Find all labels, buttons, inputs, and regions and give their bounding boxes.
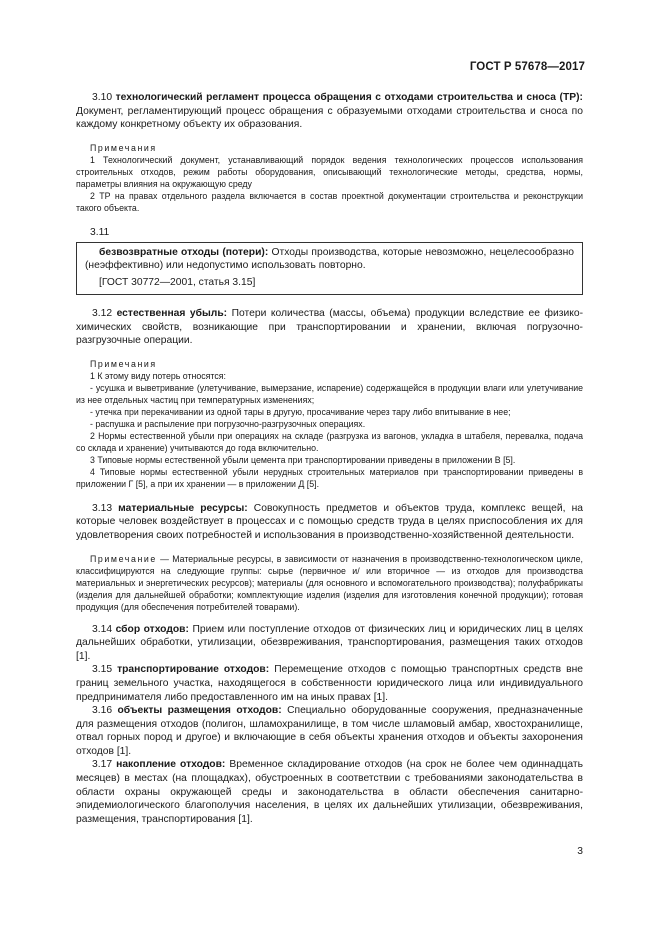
source-reference: [ГОСТ 30772—2001, статья 3.15] [99,276,256,288]
page-number: 3 [577,846,583,857]
note-heading: Примечание [90,553,157,564]
term-title: транспортирование отходов: [117,664,270,676]
term-3-15: 3.15 транспортирование отходов: Перемещение отходов с помощью транспортных средств вне границ земельного участка, находящегося в собственности юридического лица или индивидуального предпринимателя либо предоставленного им на иных правах [1]. [76,664,583,703]
note: Примечание — Материальные ресурсы, в зависимости от назначения в производственно-технологическом цикле, классифицируются на следующие группы: сырье (первичное и/ или вторичное — из отходов для производства материальных и энергетических ресурсов); материалы (для основного и вспомогательного производства); полуфабрикаты (изделия для дальнейшей обработки; комплектующие изделия (изделия для изготовления конечной продукции); готовая продукция (для обеспечения потребителей товарами). [76,553,583,612]
term-3-13: 3.13 материальные ресурсы: Совокупность предметов и объектов труда, комплекс вещей, на которые человек воздействует в процессах и с помощью средств труда в целях приспособления их для удовлетворения своих потребностей и использования в производственно-хозяйственной деятельности. [76,502,583,541]
term-3-17: 3.17 накопление отходов: Временное складирование отходов (на срок не более чем одиннадцать месяцев) в местах (на площадках), обустроенных в соответствии с требованиями законодательства в области охраны окружающей среды и законодательства в области обеспечения санитарно-эпидемиологического благополучия населения, в целях их дальнейших утилизации, обезвреживания, размещения, транспортирования [1]. [76,759,583,825]
document-code: ГОСТ Р 57678—2017 [469,61,585,73]
term-definition: Документ, регламентирующий процесс обращения с образуемыми отходами строительства и сноса по каждому конкретному объекту их образования. [76,105,583,131]
term-title: объекты размещения отходов: [117,705,282,717]
term-definition: Прием или поступление отходов от физических лиц и юридических лиц в целях дальнейших обработки, утилизации, обезвреживания, транспортирования, размещения таких отходов [1]. [76,623,583,662]
quoted-term-box [76,242,583,295]
term-definition: Совокупность предметов и объектов труда, комплекс вещей, на которые человек воздействует в процессах и с помощью средств труда в целях приспособления их для удовлетворения своих потребностей и использования в производственно-хозяйственной деятельности. [76,502,583,541]
term-title: технологический регламент процесса обращения с отходами строительства и сноса (ТР): [115,92,583,103]
term-definition: Отходы производства, которые невозможно, нецелесообразно (неэффективно) или недопустимо использовать повторно. [85,246,574,272]
term-definition: Специально оборудованные сооружения, предназначенные для размещения отходов (полигон, шламохранилище, в том числе шламовый амбар, хвостохранилище, отвал горных пород и другое) и включающие в себя объекты хранения отходов и объекты захоронения отходов [1]. [76,705,583,757]
term-3-10: 3.10 технологический регламент процесса обращения с отходами строительства и сноса (ТР): Документ, регламентирующий процесс обращения с образуемыми отходами строительства и сноса по каждому конкретному объекту их образования. [76,92,583,131]
term-definition: Временное складирование отходов (на срок не более чем одиннадцать месяцев) в местах (на площадках), обустроенных в соответствии с требованиями законодательства в области охраны окружающей среды и законодательства в области обеспечения санитарно-эпидемиологического благополучия населения, в целях их дальнейших утилизации, обезвреживания, размещения, транспортирования [1]. [76,759,583,825]
term-title: материальные ресурсы: [118,502,248,514]
note: 1 К этому виду потерь относятся: [90,370,226,381]
term-title: сбор отходов: [115,623,189,635]
note-bullet: - усушка и выветривание (улетучивание, вымерзание, испарение) содержащейся в продукции влаги или улетучивание из нее отдельных частиц при температурных изменениях; [76,382,583,405]
document-body [76,91,583,826]
term-3-11 [85,246,574,273]
notes-heading: Примечания [90,358,157,369]
note: 1 Технологический документ, устанавливающий порядок ведения технологических процессов использования строительных отходов, режим работы оборудования, описывающий технологические методы, средства, нормы, параметры влияния на окружающую среду [76,154,583,189]
term-3-12: 3.12 естественная убыль: Потери количества (массы, объема) продукции вследствие ее физико-химических свойств, возникающие при транспортировании и хранении, включая погрузочно-разгрузочные операции. [76,307,584,347]
term-title: безвозвратные отходы (потери): [99,246,269,258]
term-definition: Перемещение отходов с помощью транспортных средств вне границ земельного участка, находящегося в собственности юридического лица или индивидуального предпринимателя либо предоставленного им на иных правах [1]. [76,664,583,703]
term-3-16: 3.16 объекты размещения отходов: Специально оборудованные сооружения, предназначенные для размещения отходов (полигон, шламохранилище, в том числе шламовый амбар, хвостохранилище, отвал горных пород и другое) и включающие в себя объекты хранения отходов и объекты захоронения отходов [1]. [76,705,583,757]
note: 4 Типовые нормы естественной убыли нерудных строительных материалов при транспортировании приведены в приложении Г [5], а при их хранении — в приложении Д [5]. [76,466,583,489]
notes-heading: Примечания [90,142,157,153]
note: 3 Типовые нормы естественной убыли цемента при транспортировании приведены в приложении В [5]. [90,454,516,465]
note-bullet: - распушка и распыление при погрузочно-разгрузочных операциях. [90,418,366,429]
note-bullet: - утечка при перекачивании из одной тары в другую, просачивание через тару либо впитывание в нее; [90,406,511,417]
note: 2 Нормы естественной убыли при операциях на складе (разгрузка из вагонов, укладка в штабеля, перевалка, подача со склада и хранение) учитываются до года включительно. [76,430,583,453]
note: 2 ТР на правах отдельного раздела включается в состав проектной документации строительства и реконструкции такого объекта. [76,190,583,213]
term-title: естественная убыль: [116,307,228,319]
term-title: накопление отходов: [116,759,226,771]
term-3-14: 3.14 сбор отходов: Прием или поступление отходов от физических лиц и юридических лиц в целях дальнейших обработки, утилизации, обезвреживания, транспортирования, размещения таких отходов [1]. [76,623,583,662]
term-definition: Потери количества (массы, объема) продукции вследствие ее физико-химических свойств, возникающие при транспортировании и хранении, включая погрузочно-разгрузочные операции. [76,307,584,347]
term-number: 3.11 [90,226,110,238]
